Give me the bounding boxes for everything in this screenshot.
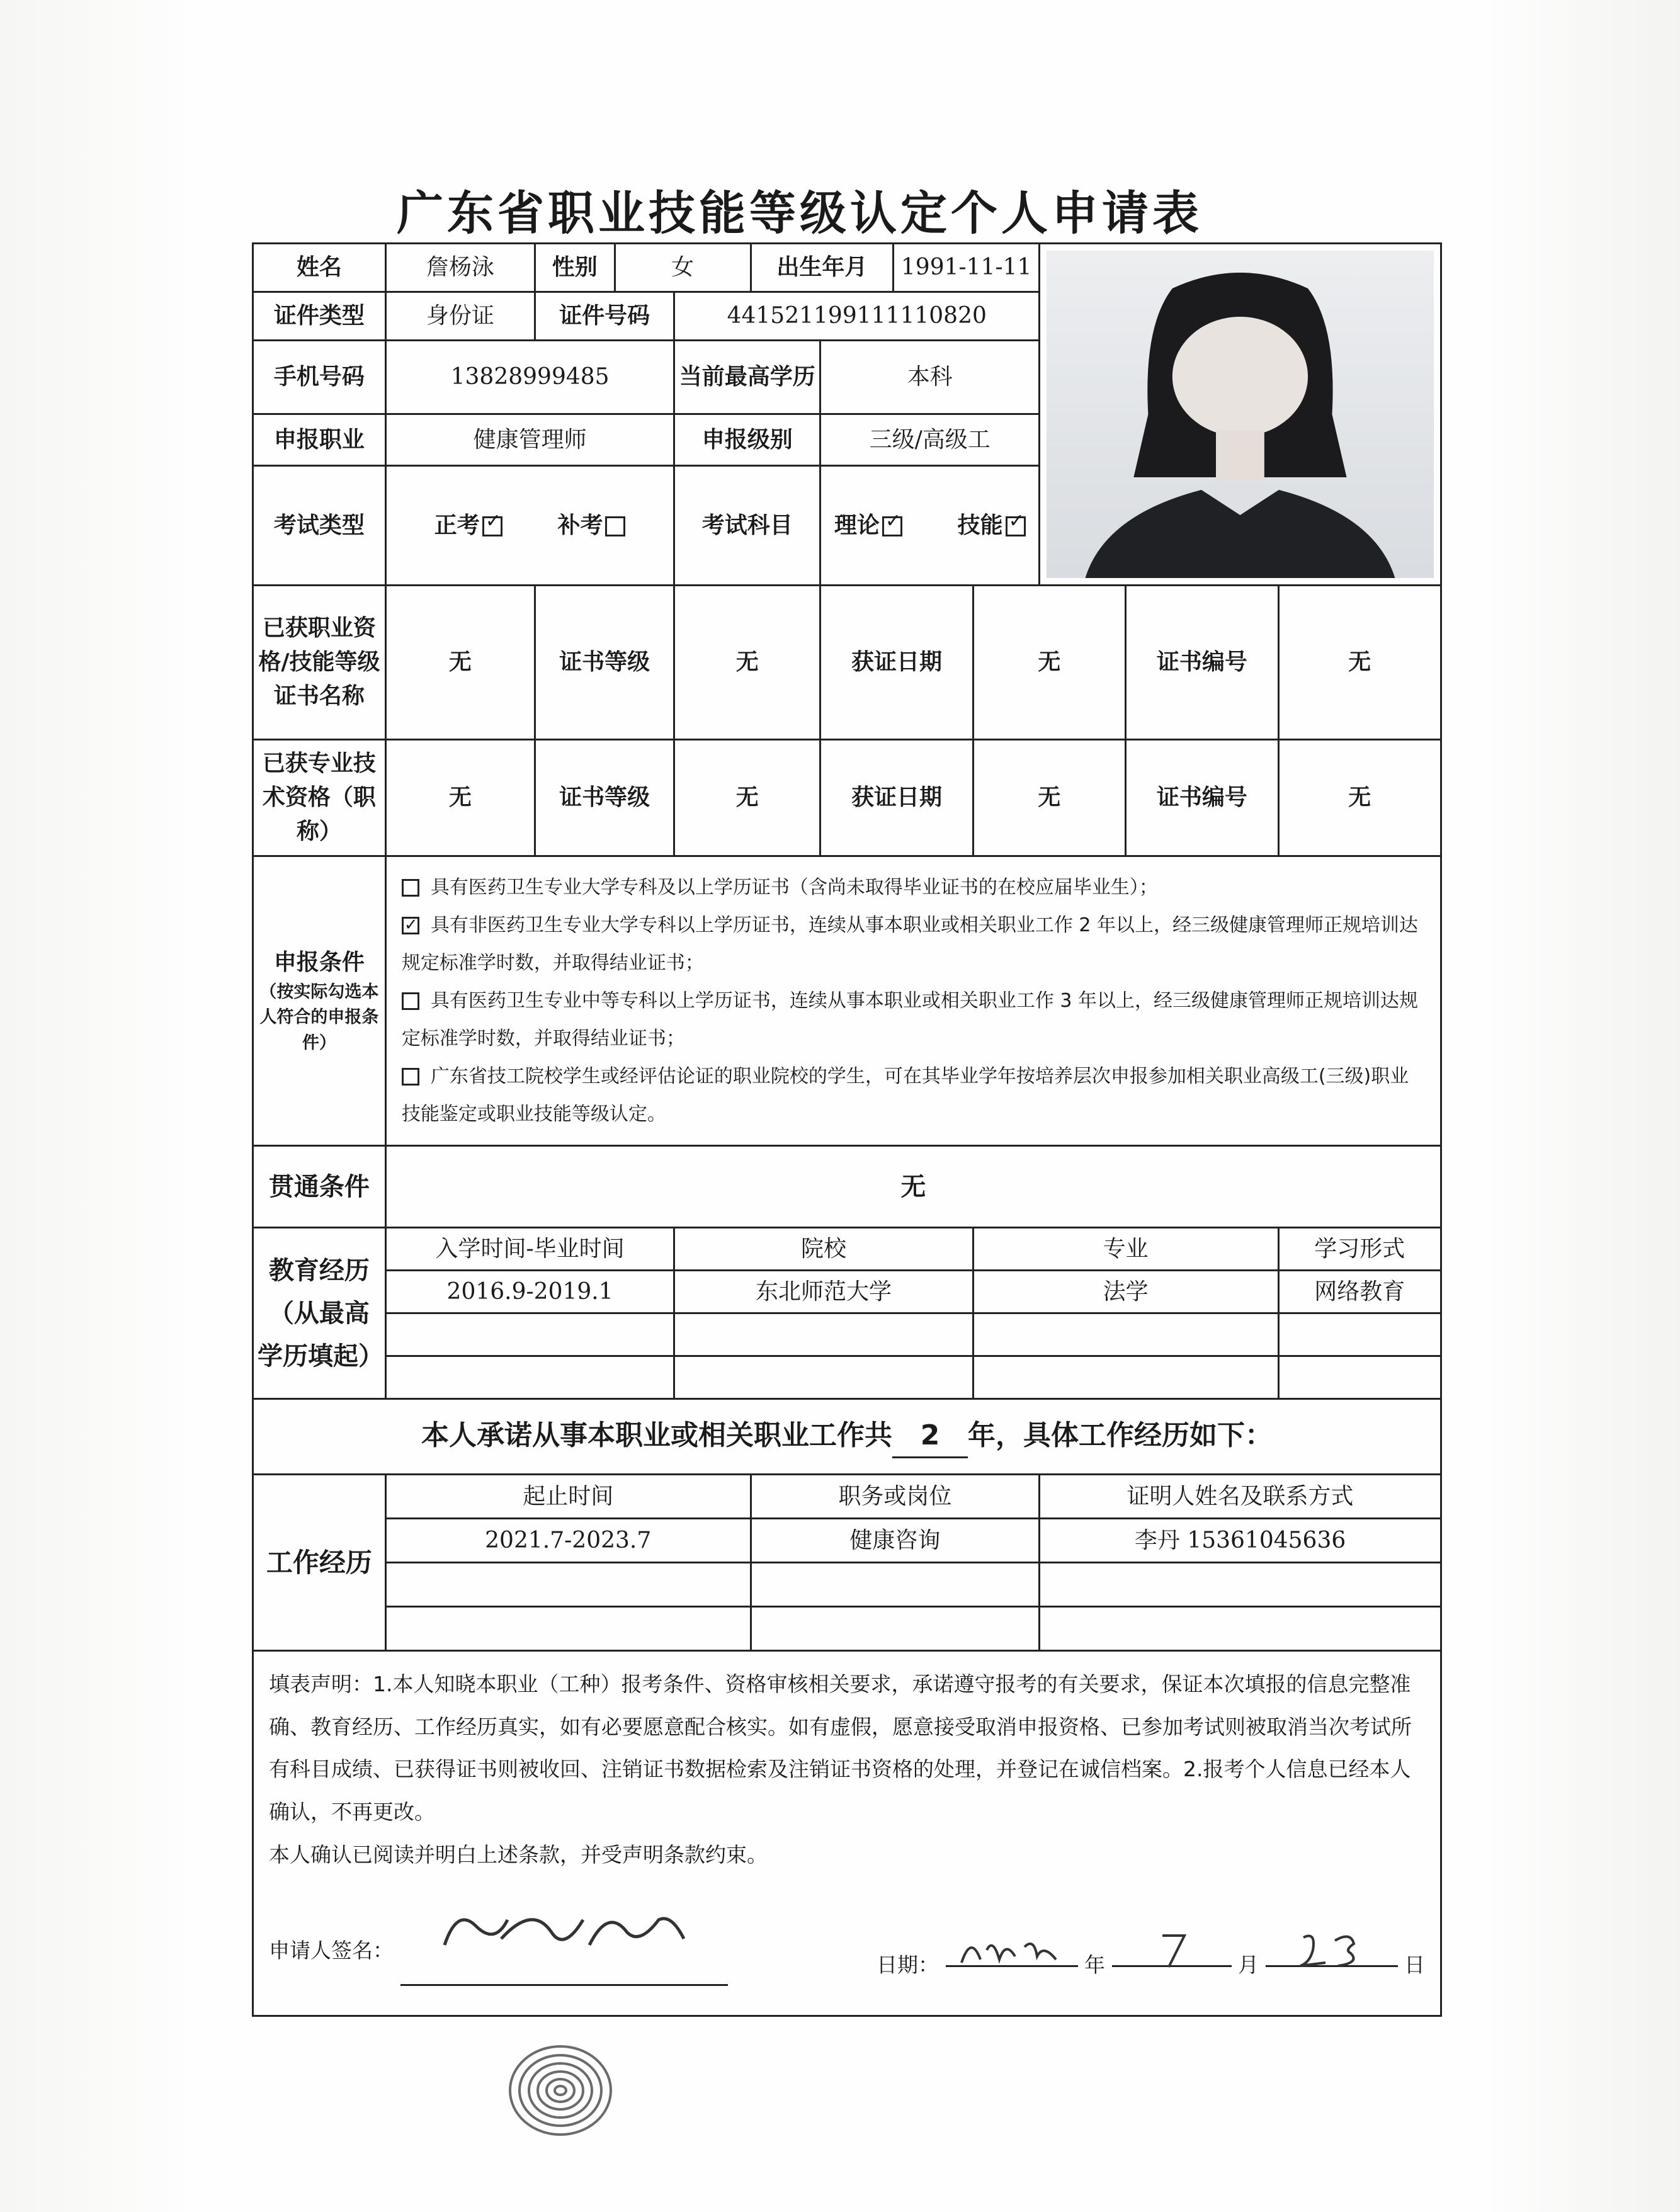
edu-cell [1278, 1313, 1441, 1356]
conditions-label-main: 申报条件 [273, 949, 365, 975]
condition-1-checkbox[interactable] [402, 879, 419, 897]
work-cell [1040, 1607, 1441, 1651]
condition-2-text: 具有非医药卫生专业大学专科以上学历证书，连续从事本职业或相关职业工作 2 年以上，经三级健康管理师正规培训达规定标准学时数，并取得结业证书； [401, 914, 1418, 974]
level-label: 申报级别 [674, 414, 820, 466]
edu-header-1: 院校 [674, 1228, 973, 1271]
date-label: 日期： [877, 1952, 939, 1977]
work-cell: 健康咨询 [751, 1519, 1040, 1563]
handwritten-year-icon [955, 1928, 1069, 1972]
signature-field[interactable] [400, 1901, 728, 1986]
opt-theory-checkbox[interactable] [882, 516, 902, 536]
job-label: 申报职业 [253, 414, 386, 466]
work-label: 工作经历 [253, 1475, 386, 1651]
name-value: 詹杨泳 [385, 244, 535, 292]
applicant-photo [1047, 251, 1434, 578]
work-header-2: 证明人姓名及联系方式 [1040, 1475, 1441, 1519]
condition-4-checkbox[interactable] [402, 1068, 419, 1086]
opt-regular-checkbox[interactable] [482, 516, 502, 536]
cert1-grade-label: 证书等级 [535, 586, 674, 740]
form-title: 广东省职业技能等级认定个人申请表 [397, 186, 1203, 241]
id-type-label: 证件类型 [253, 292, 386, 340]
education-label: 教育经历（从最高学历填起） [253, 1228, 386, 1399]
through-label: 贯通条件 [253, 1146, 386, 1228]
edu-cell [973, 1356, 1278, 1399]
year-unit: 年 [1084, 1952, 1105, 1977]
conditions-list [385, 856, 1441, 1146]
condition-item [402, 907, 1425, 982]
education-level-label: 当前最高学历 [674, 340, 820, 414]
edu-cell [674, 1356, 973, 1399]
cert1-name: 无 [385, 586, 535, 740]
cert1-no: 无 [1278, 586, 1441, 740]
photo-cell [1040, 244, 1441, 586]
signature-row [269, 1901, 1425, 1986]
cert2-label: 已获专业技术资格（职称） [253, 740, 386, 856]
work-header-0: 起止时间 [385, 1475, 751, 1519]
date-month-field[interactable] [1112, 1921, 1232, 1967]
handwritten-day-icon [1285, 1928, 1379, 1972]
condition-3-text: 具有医药卫生专业中等专科以上学历证书，连续从事本职业或相关职业工作 3 年以上，经三级健康管理师正规培训达规定标准学时数，并取得结业证书； [401, 989, 1418, 1050]
condition-2-checkbox[interactable] [402, 917, 419, 934]
date-year-field[interactable] [946, 1921, 1078, 1967]
condition-item [402, 1058, 1425, 1133]
work-cell [385, 1607, 751, 1651]
application-form-table [252, 242, 1442, 2017]
edu-header-2: 专业 [973, 1228, 1278, 1271]
exam-type-label: 考试类型 [253, 466, 386, 586]
edu-cell: 东北师范大学 [674, 1271, 973, 1313]
handwritten-signature-icon [432, 1901, 696, 1958]
subject-options [820, 466, 1040, 586]
birth-value: 1991-11-11 [894, 244, 1040, 292]
condition-item [402, 982, 1425, 1058]
fingerprint-icon [497, 2034, 623, 2147]
cert1-label: 已获职业资格/技能等级证书名称 [253, 586, 386, 740]
cert2-grade: 无 [674, 740, 820, 856]
condition-item [402, 869, 1425, 907]
opt-regular-label: 正考 [434, 512, 480, 538]
work-promise [253, 1399, 1441, 1475]
level-value: 三级/高级工 [820, 414, 1040, 466]
work-cell [1040, 1563, 1441, 1607]
edu-cell: 网络教育 [1278, 1271, 1441, 1313]
edu-cell [1278, 1356, 1441, 1399]
cert2-no: 无 [1278, 740, 1441, 856]
opt-makeup-checkbox[interactable] [605, 516, 625, 536]
date-day-field[interactable] [1266, 1921, 1398, 1967]
id-type-value: 身份证 [385, 292, 535, 340]
phone-label: 手机号码 [253, 340, 386, 414]
opt-makeup-label: 补考 [557, 512, 603, 538]
cert2-no-label: 证书编号 [1126, 740, 1278, 856]
condition-1-text: 具有医药卫生专业大学专科及以上学历证书（含尚未取得毕业证书的在校应届毕业生）； [430, 876, 1158, 899]
edu-cell [674, 1313, 973, 1356]
edu-cell: 2016.9-2019.1 [385, 1271, 674, 1313]
edu-cell [385, 1313, 674, 1356]
work-cell [751, 1607, 1040, 1651]
work-header-1: 职务或岗位 [751, 1475, 1040, 1519]
work-cell [751, 1563, 1040, 1607]
opt-theory-label: 理论 [834, 512, 880, 538]
date-block [877, 1921, 1425, 1987]
gender-label: 性别 [535, 244, 615, 292]
opt-skill-checkbox[interactable] [1006, 516, 1026, 536]
id-no-label: 证件号码 [535, 292, 674, 340]
condition-4-text: 广东省技工院校学生或经评估论证的职业院校的学生，可在其毕业学年按培养层次申报参加相关职业高级工(三级)职业技能鉴定或职业技能等级认定。 [401, 1065, 1409, 1125]
opt-skill-label: 技能 [957, 512, 1003, 538]
sign-label: 申请人签名： [269, 1938, 394, 1963]
phone-value: 13828999485 [385, 340, 674, 414]
birth-label: 出生年月 [751, 244, 894, 292]
declaration-confirm: 本人确认已阅读并明白上述条款，并受声明条款约束。 [269, 1842, 768, 1867]
education-level-value: 本科 [820, 340, 1040, 414]
edu-header-0: 入学时间-毕业时间 [385, 1228, 674, 1271]
through-value: 无 [385, 1146, 1441, 1228]
work-cell: 2021.7-2023.7 [385, 1519, 751, 1563]
handwritten-month-icon [1134, 1928, 1210, 1972]
conditions-label-sub: （按实际勾选本人符合的申报条件） [259, 982, 379, 1053]
promise-years: 2 [892, 1415, 968, 1458]
cert1-grade: 无 [674, 586, 820, 740]
cert1-no-label: 证书编号 [1126, 586, 1278, 740]
subject-label: 考试科目 [674, 466, 820, 586]
declaration-text: 填表声明：1.本人知晓本职业（工种）报考条件、资格审核相关要求，承诺遵守报考的有关要求，保证本次填报的信息完整准确、教育经历、工作经历真实，如有必要愿意配合核实。如有虚假，愿意接受取消申报资格、已参加考试则被取消当次考试所有科目成绩、已获得证书则被收回、注销证书数据检索及注销证书资格的处理，并登记在诚信档案。2.报考个人信息已经本人确认，不再更改。 [269, 1672, 1412, 1824]
edu-cell: 法学 [973, 1271, 1278, 1313]
cert2-name: 无 [385, 740, 535, 856]
work-cell: 李丹 15361045636 [1040, 1519, 1441, 1563]
month-unit: 月 [1238, 1952, 1259, 1977]
edu-cell [973, 1313, 1278, 1356]
cert1-date: 无 [973, 586, 1125, 740]
condition-3-checkbox[interactable] [402, 992, 419, 1010]
conditions-label [253, 856, 386, 1146]
day-unit: 日 [1404, 1952, 1425, 1977]
cert2-date: 无 [973, 740, 1125, 856]
id-no-value: 441521199111110820 [674, 292, 1040, 340]
signature-block [269, 1901, 728, 1986]
edu-header-3: 学习形式 [1278, 1228, 1441, 1271]
exam-type-options [385, 466, 674, 586]
declaration-cell [253, 1651, 1441, 2016]
name-label: 姓名 [253, 244, 386, 292]
cert2-date-label: 获证日期 [820, 740, 973, 856]
promise-suffix: 年，具体工作经历如下： [968, 1419, 1273, 1451]
cert2-grade-label: 证书等级 [535, 740, 674, 856]
cert1-date-label: 获证日期 [820, 586, 973, 740]
work-cell [385, 1563, 751, 1607]
job-value: 健康管理师 [385, 414, 674, 466]
gender-value: 女 [615, 244, 751, 292]
promise-prefix: 本人承诺从事本职业或相关职业工作共 [421, 1419, 892, 1451]
edu-cell [385, 1356, 674, 1399]
